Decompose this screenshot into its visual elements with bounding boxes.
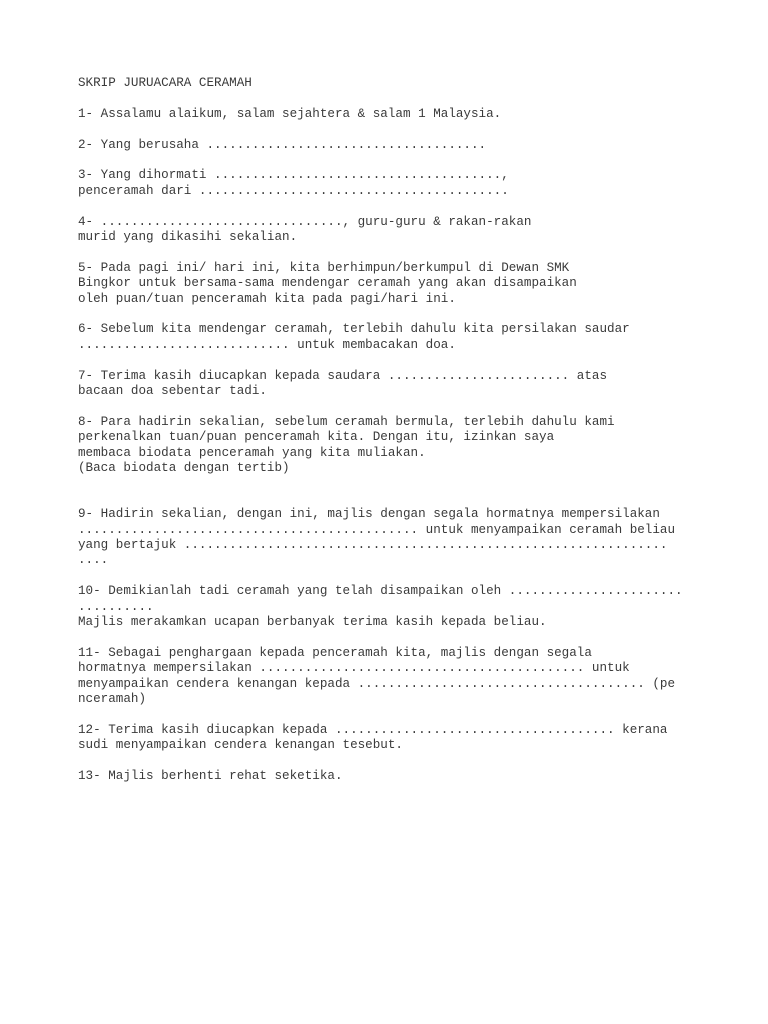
script-line: 12- Terima kasih diucapkan kepada ..................................... kerana <box>78 722 668 737</box>
script-item-5 <box>78 261 748 307</box>
script-item-13 <box>78 769 748 784</box>
script-item-2 <box>78 138 748 153</box>
script-line: membaca biodata penceramah yang kita muliakan. <box>78 445 426 460</box>
script-line: .... <box>78 553 109 568</box>
script-line: nceramah) <box>78 692 147 707</box>
script-line: Majlis merakamkan ucapan berbanyak terima kasih kepada beliau. <box>78 615 547 630</box>
script-item-12 <box>78 723 748 754</box>
script-line: Bingkor untuk bersama-sama mendengar ceramah yang akan disampaikan <box>78 276 577 291</box>
script-item-4 <box>78 215 748 246</box>
script-item-6 <box>78 322 748 353</box>
script-line: 2- Yang berusaha ..................................... <box>78 137 487 152</box>
script-line: 11- Sebagai penghargaan kepada penceramah kita, majlis dengan segala <box>78 645 592 660</box>
script-line: 6- Sebelum kita mendengar ceramah, terlebih dahulu kita persilakan saudar <box>78 322 630 337</box>
script-line: sudi menyampaikan cendera kenangan tesebut. <box>78 738 403 753</box>
document-title: SKRIP JURUACARA CERAMAH <box>78 76 252 90</box>
script-line: 5- Pada pagi ini/ hari ini, kita berhimpun/berkumpul di Dewan SMK <box>78 260 570 275</box>
script-item-1 <box>78 107 748 122</box>
script-item-11 <box>78 646 748 708</box>
script-item-9 <box>78 507 748 569</box>
document-page <box>78 76 748 800</box>
script-line: oleh puan/tuan penceramah kita pada pagi/hari ini. <box>78 291 456 306</box>
script-line: penceramah dari ......................................... <box>78 183 509 198</box>
script-line: 13- Majlis berhenti rehat seketika. <box>78 769 343 784</box>
script-line: perkenalkan tuan/puan penceramah kita. Dengan itu, izinkan saya <box>78 430 555 445</box>
script-line: .......... <box>78 599 154 614</box>
script-line: 9- Hadirin sekalian, dengan ini, majlis dengan segala hormatnya mempersilakan <box>78 507 660 522</box>
script-line: 3- Yang dihormati ......................................, <box>78 168 509 183</box>
script-line: 7- Terima kasih diucapkan kepada saudara ........................ atas <box>78 368 608 383</box>
script-line: (Baca biodata dengan tertib) <box>78 461 290 476</box>
script-line: ............................ untuk membacakan doa. <box>78 337 456 352</box>
script-line: 4- ................................, guru-guru & rakan-rakan <box>78 214 532 229</box>
script-line: hormatnya mempersilakan ........................................... untuk <box>78 661 630 676</box>
script-item-10 <box>78 584 748 630</box>
script-line: 1- Assalamu alaikum, salam sejahtera & salam 1 Malaysia. <box>78 106 502 121</box>
script-line: menyampaikan cendera kenangan kepada ...................................... (pe <box>78 676 676 691</box>
script-line: bacaan doa sebentar tadi. <box>78 384 267 399</box>
script-item-8 <box>78 415 748 477</box>
script-line: 10- Demikianlah tadi ceramah yang telah disampaikan oleh ....................... <box>78 584 683 599</box>
script-line: murid yang dikasihi sekalian. <box>78 230 298 244</box>
script-item-7 <box>78 369 748 400</box>
script-line: 8- Para hadirin sekalian, sebelum ceramah bermula, terlebih dahulu kami <box>78 414 615 429</box>
script-item-3 <box>78 168 748 199</box>
script-line: ............................................. untuk menyampaikan ceramah beliau <box>78 522 676 537</box>
script-line: yang bertajuk ................................................................ <box>78 538 668 553</box>
